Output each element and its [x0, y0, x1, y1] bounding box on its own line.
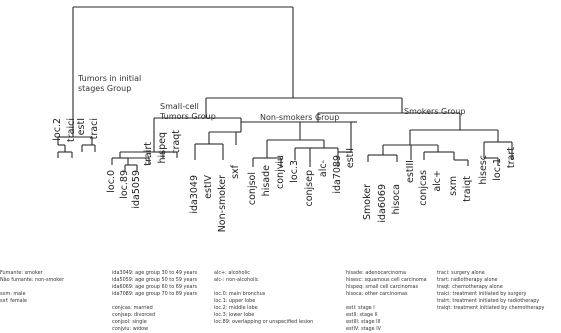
legend-item: sxm: male — [0, 291, 26, 297]
legend-item: estI: stage I — [346, 305, 375, 311]
legend-item: traiqt: treatment initiated by chemotherapy — [437, 305, 545, 311]
leaf-label: conjsep — [304, 170, 315, 207]
group-label-smokers: Smokers Group — [404, 107, 466, 116]
leaf-label: Smoker — [362, 184, 373, 221]
legend-item: conjcas: married — [112, 305, 153, 311]
leaf-label: sxm — [448, 176, 459, 196]
group-label-small-cell-line-1: Small-cell — [160, 102, 199, 111]
legend-item: ida5059: age group 50 to 59 years — [112, 277, 198, 283]
leaf-label: estIV — [203, 175, 214, 199]
leaf-label: estII — [345, 148, 356, 169]
leaf-label: sxf — [230, 165, 241, 179]
legend-item: loc.2: middle lobe — [214, 305, 258, 311]
leaf-label: conjsol — [247, 172, 258, 206]
group-label-small-cell — [160, 102, 216, 122]
legend-spacer — [0, 284, 64, 291]
leaf-label: hisade — [261, 165, 272, 197]
legend-spacer — [214, 284, 313, 291]
leaf-label: Non-smoker — [217, 175, 228, 233]
leaf-label: loc.0 — [106, 170, 117, 193]
legend-column-5 — [437, 270, 544, 312]
legend-item: estII: stage II — [346, 312, 378, 318]
legend-item: loc.89: overlapping or unspecified lesion — [214, 319, 314, 325]
leaf-label: loc.89 — [119, 170, 130, 199]
leaf-label: trairt — [143, 142, 154, 166]
leaf-label: loc.3 — [289, 160, 300, 183]
leaf-label: conjcas — [418, 170, 429, 206]
legend-item: trairt: treatment initiated by radiotherapy — [437, 298, 540, 304]
leaf-label: traiqt — [462, 176, 473, 202]
group-label-non-smokers: Non-smokers Group — [260, 113, 340, 122]
leaf-label: traqt — [171, 130, 182, 154]
leaf-label: estIII — [405, 160, 416, 183]
legend-item: hisoca: other carcinomas — [346, 291, 408, 297]
legend-spacer — [112, 298, 197, 305]
leaf-label: loc.2 — [52, 118, 63, 141]
leaf-label: conjviu — [275, 155, 286, 189]
leaf-label: ida3049 — [189, 175, 200, 214]
leaf-label: traci — [89, 118, 100, 140]
legend-item: conjsol: single — [112, 319, 147, 325]
leaf-label: loc.1 — [492, 158, 503, 181]
group-label-initial-line-2: stages Group — [78, 84, 132, 93]
legend-column-1 — [0, 270, 64, 305]
legend-item: alc-: non-alcoholic — [214, 277, 259, 283]
legend-spacer — [346, 298, 427, 305]
legend-item: hisade: adenocarcinoma — [346, 270, 407, 276]
legend-column-2 — [112, 270, 197, 333]
legend-item: traqt: chemotherapy alone — [437, 284, 503, 290]
legend-item: ida3049: age group 30 to 49 years — [112, 270, 198, 276]
legend-item: ida7089: age group 70 to 89 years — [112, 291, 198, 297]
legend-item: alc+: alcoholic — [214, 270, 250, 276]
leaf-label: ida7089 — [332, 155, 343, 194]
leaf-label: trart — [506, 147, 517, 169]
legend-item: Não fumante: non-smoker — [0, 277, 64, 283]
leaf-label: hisesc — [478, 155, 489, 185]
leaf-label: ida6069 — [377, 184, 388, 223]
legend-item: conjviu: widow — [112, 326, 149, 332]
legend-item: estIV: stage IV — [346, 326, 381, 332]
legend-item: estIII: stage III — [346, 319, 381, 325]
group-label-initial-stages — [78, 74, 141, 94]
legend-item: traci: surgery alone — [437, 270, 485, 276]
group-label-small-cell-line-2: Tumors Group — [160, 112, 216, 121]
legend-item: Fumante: smoker — [0, 270, 43, 276]
group-label-initial-line-1: Tumors in initial — [78, 74, 142, 83]
leaf-label: estI — [76, 118, 87, 136]
leaf-label: alc+ — [432, 170, 443, 192]
legend-item: hisesc: squamous cell carcinoma — [346, 277, 427, 283]
legend-item: ida6069: age group 60 to 69 years — [112, 284, 198, 290]
legend-item: traici: treatment initiated by surgery — [437, 291, 527, 297]
leaf-label: traici — [66, 118, 77, 142]
leaf-label: alc- — [318, 160, 329, 178]
legend-column-3 — [214, 270, 313, 326]
legend-item: loc.1: upper lobe — [214, 298, 256, 304]
legend-item: loc.0: main bronchus — [214, 291, 266, 297]
legend-item: conjsep: divorced — [112, 312, 156, 318]
legend-item: hispeq: small cell carcinomas — [346, 284, 419, 290]
legend-item: loc.3: lower lobe — [214, 312, 255, 318]
leaf-label: hispeq — [157, 132, 168, 164]
legend-column-4 — [346, 270, 427, 333]
leaf-label: hisoca — [391, 184, 402, 215]
legend-item: sxf: female — [0, 298, 28, 304]
legend-item: trart: radiotherapy alone — [437, 277, 498, 283]
leaf-label: ida5059 — [131, 170, 142, 209]
